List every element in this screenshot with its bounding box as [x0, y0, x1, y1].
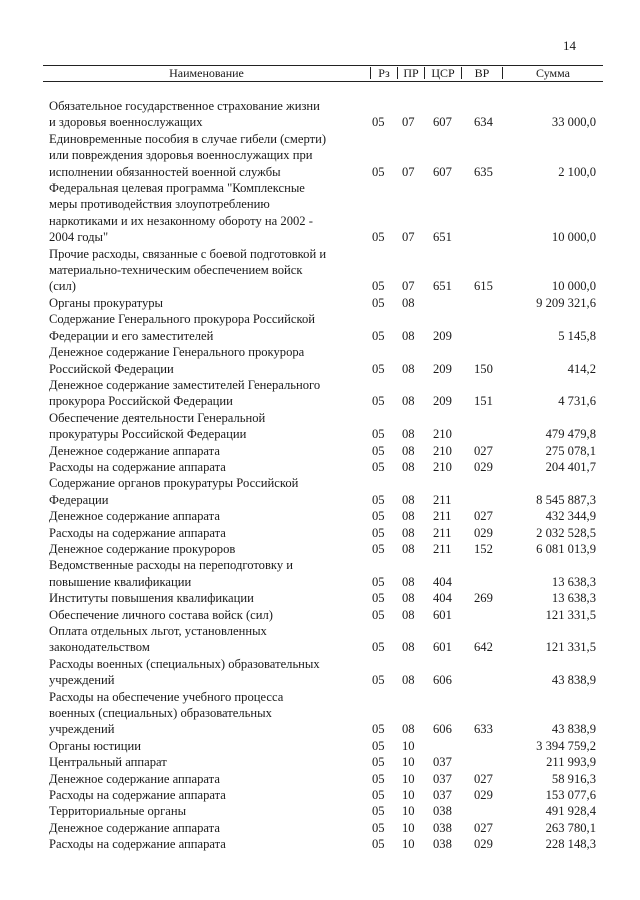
row-name-line: Оплата отдельных льгот, установленных [49, 624, 267, 638]
row-rz: 05 [372, 164, 385, 179]
table-row [0, 689, 640, 738]
table-row [0, 836, 640, 852]
row-sum: 33 000,0 [551, 115, 596, 130]
row-name-line: наркотиками и их незаконному обороту на 2002 - [49, 213, 313, 228]
row-csr: 211 [433, 509, 452, 524]
row-pr: 10 [402, 755, 415, 770]
row-codes [0, 607, 640, 623]
row-sum: 121 331,5 [545, 640, 596, 655]
row-sum: 414,2 [567, 361, 596, 376]
row-codes [0, 574, 640, 590]
header-csr: ЦСР [431, 66, 455, 80]
row-name-line: материально-техническим обеспечением войск [49, 263, 303, 278]
row-codes [0, 114, 640, 130]
row-name-line: Расходы на содержание аппарата [49, 459, 226, 474]
row-name-line: Денежное содержание аппарата [49, 443, 220, 458]
row-name-line: Расходы на содержание аппарата [49, 788, 226, 803]
row-csr: 210 [433, 443, 452, 458]
row-codes [0, 278, 640, 294]
row-sum: 13 638,3 [551, 574, 596, 589]
row-pr: 10 [402, 820, 415, 835]
row-vr: 152 [474, 541, 493, 556]
row-codes [0, 525, 640, 541]
row-pr: 10 [402, 771, 415, 786]
row-rz: 05 [372, 525, 385, 540]
row-rz: 05 [372, 295, 385, 310]
row-name-line: Денежное содержание прокуроров [49, 541, 236, 556]
row-sum: 9 209 321,6 [536, 295, 596, 310]
row-vr: 642 [474, 640, 493, 655]
row-pr: 08 [402, 541, 415, 556]
row-sum: 121 331,5 [545, 607, 596, 622]
row-vr: 027 [474, 820, 493, 835]
row-name-line: Органы прокуратуры [49, 295, 164, 310]
row-csr: 211 [433, 541, 452, 556]
row-rz: 05 [372, 279, 385, 294]
row-rz: 05 [372, 640, 385, 655]
row-pr: 10 [402, 837, 415, 852]
row-codes [0, 803, 640, 819]
row-name-line: Содержание органов прокуратуры Российской [49, 476, 299, 491]
row-vr: 634 [474, 115, 493, 130]
row-rz: 05 [372, 574, 385, 589]
row-name-line: 2004 годы" [49, 230, 109, 245]
row-name-line: Обеспечение личного состава войск (сил) [49, 607, 273, 622]
row-pr: 07 [402, 230, 415, 245]
row-codes [0, 443, 640, 459]
row-pr: 07 [402, 115, 415, 130]
row-pr: 08 [402, 459, 415, 474]
row-name-line: Центральный аппарат [49, 755, 167, 770]
budget-table-body [0, 98, 640, 853]
table-row [0, 738, 640, 754]
row-sum: 263 780,1 [545, 820, 596, 835]
table-row [0, 508, 640, 524]
row-csr: 601 [433, 607, 452, 622]
row-sum: 4 731,6 [558, 394, 596, 409]
row-codes [0, 295, 640, 311]
row-sum: 43 838,9 [551, 673, 596, 688]
table-row [0, 557, 640, 590]
row-name-line: Обязательное государственное страхование жизни [49, 99, 320, 113]
row-sum: 211 993,9 [546, 755, 596, 770]
row-rz: 05 [372, 755, 385, 770]
row-codes [0, 787, 640, 803]
row-sum: 43 838,9 [551, 722, 596, 737]
row-name-line: Федеральная целевая программа "Комплексные [49, 181, 305, 196]
row-name-line: Федерации [49, 492, 109, 507]
row-pr: 08 [402, 591, 415, 606]
row-sum: 479 479,8 [545, 427, 596, 442]
row-csr: 651 [433, 279, 452, 294]
row-rz: 05 [372, 788, 385, 803]
table-header [43, 65, 603, 82]
table-row [0, 541, 640, 557]
row-vr: 029 [474, 525, 493, 540]
row-pr: 08 [402, 509, 415, 524]
row-vr: 151 [474, 394, 493, 409]
table-row [0, 475, 640, 508]
header-rz: Рз [378, 66, 390, 80]
row-pr: 08 [402, 492, 415, 507]
row-rz: 05 [372, 230, 385, 245]
row-name-line: Обеспечение деятельности Генеральной [49, 410, 266, 425]
row-rz: 05 [372, 771, 385, 786]
row-vr: 615 [474, 279, 493, 294]
row-name-line: исполнении обязанностей военной службы [49, 164, 281, 179]
row-pr: 10 [402, 788, 415, 803]
row-rz: 05 [372, 673, 385, 688]
table-row [0, 344, 640, 377]
row-pr: 10 [402, 804, 415, 819]
row-codes [0, 820, 640, 836]
row-pr: 08 [402, 722, 415, 737]
row-sum: 58 916,3 [551, 771, 596, 786]
row-vr: 269 [474, 591, 493, 606]
row-rz: 05 [372, 492, 385, 507]
row-csr: 211 [433, 492, 452, 507]
row-pr: 08 [402, 443, 415, 458]
row-rz: 05 [372, 738, 385, 753]
table-row [0, 131, 640, 180]
row-csr: 038 [433, 804, 452, 819]
row-name-line: Ведомственные расходы на переподготовку и [49, 558, 294, 573]
row-sum: 8 545 887,3 [536, 492, 596, 507]
row-csr: 607 [433, 164, 452, 179]
row-name-line: Расходы на содержание аппарата [49, 525, 226, 540]
row-rz: 05 [372, 509, 385, 524]
row-name-line: законодательством [49, 640, 150, 655]
row-codes [0, 328, 640, 344]
row-pr: 08 [402, 361, 415, 376]
row-csr: 651 [433, 230, 452, 245]
row-pr: 08 [402, 673, 415, 688]
row-csr: 037 [433, 771, 452, 786]
row-name-line: Российской Федерации [49, 361, 174, 376]
header-sum: Сумма [536, 66, 570, 80]
row-name-line: Прочие расходы, связанные с боевой подготовкой и [49, 246, 327, 261]
row-csr: 404 [433, 591, 452, 606]
row-sum: 2 032 528,5 [536, 525, 596, 540]
row-sum: 491 928,4 [545, 804, 596, 819]
row-csr: 210 [433, 427, 452, 442]
row-name-line: или повреждения здоровья военнослужащих при [49, 148, 313, 163]
row-vr: 150 [474, 361, 493, 376]
row-csr: 038 [433, 820, 452, 835]
row-sum: 204 401,7 [545, 459, 596, 474]
table-row [0, 410, 640, 443]
row-sum: 13 638,3 [551, 591, 596, 606]
row-csr: 037 [433, 788, 452, 803]
row-name-line: Денежное содержание Генерального прокурора [49, 345, 305, 360]
row-pr: 08 [402, 525, 415, 540]
row-csr: 404 [433, 574, 452, 589]
row-name-line: прокурора Российской Федерации [49, 394, 233, 409]
table-row [0, 607, 640, 623]
row-name-line: Денежное содержание заместителей Генерального [49, 377, 321, 392]
table-row [0, 443, 640, 459]
row-codes [0, 541, 640, 557]
row-rz: 05 [372, 361, 385, 376]
row-sum: 153 077,6 [545, 788, 596, 803]
table-row [0, 525, 640, 541]
row-codes [0, 164, 640, 180]
row-name-line: меры противодействия злоупотреблению [49, 197, 270, 212]
row-vr: 027 [474, 509, 493, 524]
row-csr: 601 [433, 640, 452, 655]
row-csr: 606 [433, 722, 452, 737]
table-row [0, 754, 640, 770]
row-sum: 275 078,1 [545, 443, 596, 458]
row-name-line: повышение квалификации [49, 574, 192, 589]
row-pr: 08 [402, 328, 415, 343]
header-vr: ВР [474, 66, 490, 80]
table-row [0, 180, 640, 246]
row-codes [0, 721, 640, 737]
row-name-line: и здоровья военнослужащих [49, 115, 203, 130]
table-row [0, 98, 640, 131]
row-name-line: учреждений [49, 722, 115, 737]
row-csr: 209 [433, 328, 452, 343]
table-row [0, 311, 640, 344]
row-codes [0, 492, 640, 508]
row-vr: 635 [474, 164, 493, 179]
row-csr: 211 [433, 525, 452, 540]
row-rz: 05 [372, 820, 385, 835]
row-codes [0, 426, 640, 442]
header-pr: ПР [403, 66, 419, 80]
row-rz: 05 [372, 115, 385, 130]
row-pr: 07 [402, 164, 415, 179]
table-row [0, 820, 640, 836]
row-codes [0, 672, 640, 688]
table-row [0, 803, 640, 819]
row-sum: 2 100,0 [558, 164, 596, 179]
row-rz: 05 [372, 541, 385, 556]
row-csr: 210 [433, 459, 452, 474]
table-row [0, 377, 640, 410]
row-pr: 08 [402, 607, 415, 622]
row-name-line: Расходы на содержание аппарата [49, 837, 226, 852]
row-pr: 08 [402, 640, 415, 655]
table-row [0, 590, 640, 606]
row-name-line: Расходы военных (специальных) образовательных [49, 656, 320, 671]
row-rz: 05 [372, 722, 385, 737]
row-rz: 05 [372, 607, 385, 622]
row-csr: 209 [433, 361, 452, 376]
row-codes [0, 771, 640, 787]
row-rz: 05 [372, 394, 385, 409]
row-sum: 432 344,9 [545, 509, 596, 524]
row-codes [0, 393, 640, 409]
row-csr: 037 [433, 755, 452, 770]
row-name-line: Институты повышения квалификации [49, 591, 254, 606]
row-codes [0, 754, 640, 770]
row-pr: 08 [402, 574, 415, 589]
row-name-line: военных (специальных) образовательных [49, 706, 272, 721]
row-rz: 05 [372, 804, 385, 819]
row-codes [0, 639, 640, 655]
row-codes [0, 738, 640, 754]
row-pr: 08 [402, 427, 415, 442]
row-name-line: Органы юстиции [49, 738, 141, 753]
row-vr: 029 [474, 837, 493, 852]
row-sum: 10 000,0 [551, 230, 596, 245]
row-codes [0, 229, 640, 245]
row-name-line: прокуратуры Российской Федерации [49, 427, 247, 442]
row-pr: 08 [402, 394, 415, 409]
row-sum: 5 145,8 [558, 328, 596, 343]
row-codes [0, 508, 640, 524]
row-name-line: Содержание Генерального прокурора Российской [49, 312, 315, 327]
row-name-line: Федерации и его заместителей [49, 328, 214, 343]
table-row [0, 459, 640, 475]
table-row [0, 623, 640, 656]
row-rz: 05 [372, 459, 385, 474]
row-vr: 633 [474, 722, 493, 737]
row-rz: 05 [372, 427, 385, 442]
row-vr: 027 [474, 771, 493, 786]
row-sum: 228 148,3 [545, 837, 596, 852]
table-row [0, 246, 640, 295]
row-rz: 05 [372, 591, 385, 606]
page-number: 14 [563, 38, 576, 53]
row-sum: 6 081 013,9 [536, 541, 596, 556]
row-name-line: Денежное содержание аппарата [49, 820, 220, 835]
table-row [0, 656, 640, 689]
row-vr: 027 [474, 443, 493, 458]
row-sum: 3 394 759,2 [536, 738, 596, 753]
row-csr: 607 [433, 115, 452, 130]
row-rz: 05 [372, 837, 385, 852]
row-codes [0, 361, 640, 377]
header-name: Наименование [169, 66, 244, 80]
row-name-line: Денежное содержание аппарата [49, 771, 220, 786]
row-rz: 05 [372, 443, 385, 458]
row-codes [0, 459, 640, 475]
row-pr: 07 [402, 279, 415, 294]
row-vr: 029 [474, 459, 493, 474]
row-pr: 08 [402, 295, 415, 310]
table-row [0, 771, 640, 787]
row-sum: 10 000,0 [551, 279, 596, 294]
row-name-line: учреждений [49, 673, 115, 688]
row-name-line: Денежное содержание аппарата [49, 509, 220, 524]
row-csr: 209 [433, 394, 452, 409]
row-vr: 029 [474, 788, 493, 803]
row-name-line: Единовременные пособия в случае гибели (смерти) [49, 131, 327, 146]
row-name-line: (сил) [49, 279, 77, 294]
row-pr: 10 [402, 738, 415, 753]
row-rz: 05 [372, 328, 385, 343]
row-codes [0, 590, 640, 606]
row-csr: 038 [433, 837, 452, 852]
table-row [0, 295, 640, 311]
table-row [0, 787, 640, 803]
row-name-line: Территориальные органы [49, 804, 187, 819]
row-name-line: Расходы на обеспечение учебного процесса [49, 689, 284, 704]
row-csr: 606 [433, 673, 452, 688]
row-codes [0, 836, 640, 852]
